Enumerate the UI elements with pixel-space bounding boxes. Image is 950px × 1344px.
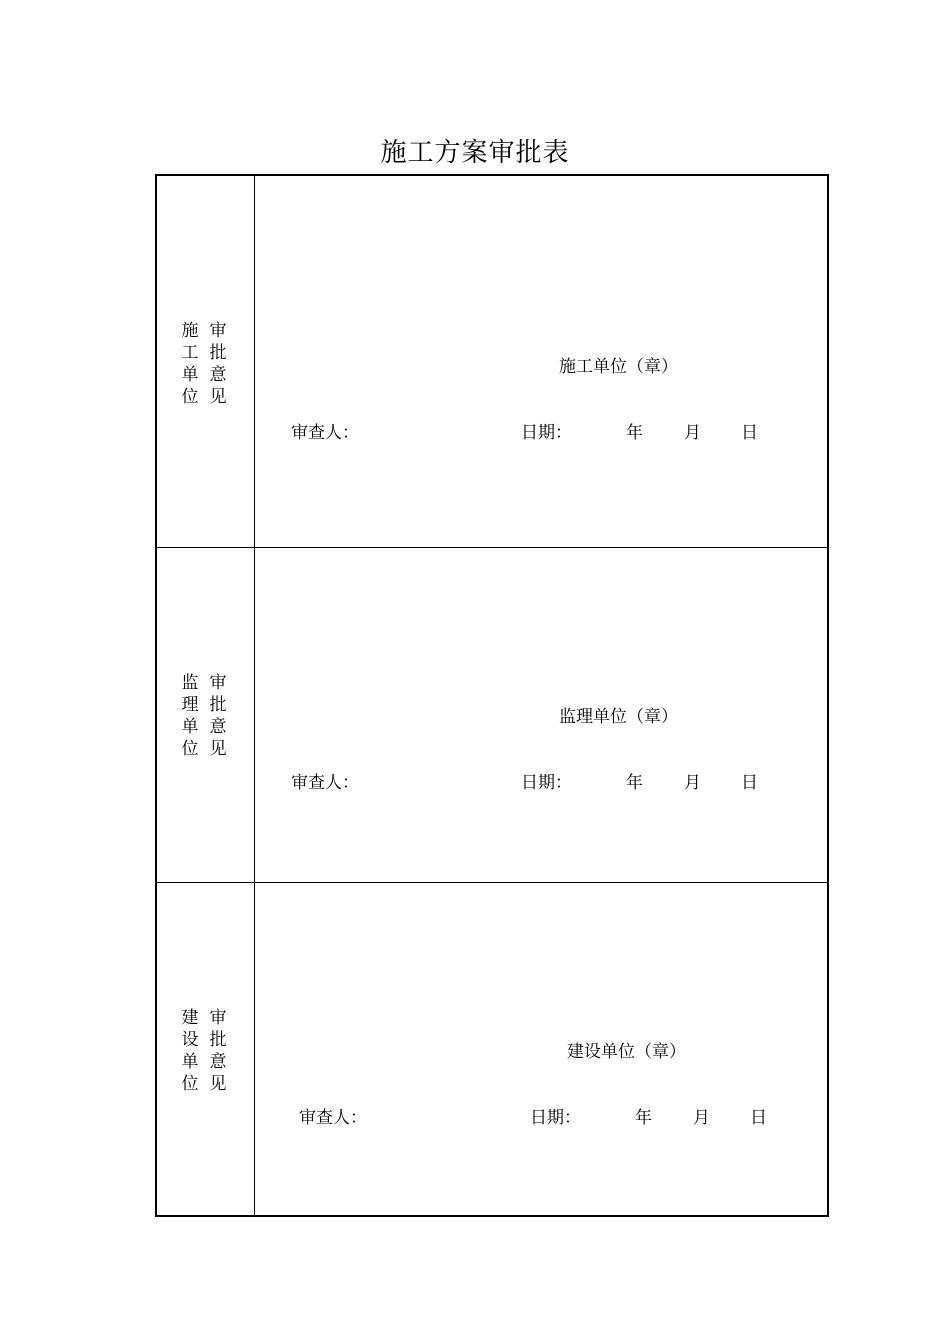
approval-form-table — [155, 174, 829, 1217]
day-label: 日 — [741, 423, 758, 443]
owner-unit-seal-label: 建设单位（章） — [567, 1042, 686, 1062]
date-label: 日期： — [530, 1108, 581, 1128]
label-char: 设 — [181, 1030, 199, 1050]
label-char: 意 — [209, 717, 227, 737]
month-label: 月 — [684, 773, 701, 793]
day-label: 日 — [750, 1108, 767, 1128]
construction-unit-seal-label: 施工单位（章） — [559, 357, 678, 377]
label-char: 见 — [209, 1074, 227, 1094]
label-char: 工 — [181, 343, 199, 363]
label-char: 单 — [181, 365, 199, 385]
date-label: 日期： — [521, 773, 572, 793]
label-char: 单 — [181, 717, 199, 737]
construction-unit-section — [157, 176, 827, 547]
label-char: 见 — [209, 739, 227, 759]
construction-unit-opinion-label — [181, 320, 227, 408]
day-label: 日 — [741, 773, 758, 793]
label-char: 理 — [181, 695, 199, 715]
label-char: 审 — [209, 673, 227, 693]
supervision-unit-seal-label: 监理单位（章） — [559, 707, 678, 727]
year-label: 年 — [626, 773, 643, 793]
label-char: 位 — [181, 387, 199, 407]
reviewer-label: 审查人： — [291, 423, 359, 443]
label-char: 审 — [209, 321, 227, 341]
construction-sign-row — [157, 418, 827, 442]
label-char: 位 — [181, 1074, 199, 1094]
label-char: 批 — [209, 1030, 227, 1050]
year-label: 年 — [635, 1108, 652, 1128]
page-title: 施工方案审批表 — [380, 138, 570, 168]
owner-sign-row — [157, 1103, 827, 1127]
label-char: 建 — [181, 1008, 199, 1028]
label-char: 意 — [209, 365, 227, 385]
label-char: 审 — [209, 1008, 227, 1028]
label-char: 意 — [209, 1052, 227, 1072]
label-char: 批 — [209, 695, 227, 715]
supervision-unit-opinion-label — [181, 672, 227, 760]
reviewer-label: 审查人： — [299, 1108, 367, 1128]
reviewer-label: 审查人： — [291, 773, 359, 793]
owner-unit-section — [157, 882, 827, 1217]
month-label: 月 — [693, 1108, 710, 1128]
supervision-sign-row — [157, 768, 827, 792]
supervision-unit-section — [157, 547, 827, 882]
month-label: 月 — [684, 423, 701, 443]
owner-unit-opinion-label — [181, 1007, 227, 1095]
year-label: 年 — [626, 423, 643, 443]
date-label: 日期： — [521, 423, 572, 443]
label-char: 见 — [209, 387, 227, 407]
label-char: 监 — [181, 673, 199, 693]
label-char: 施 — [181, 321, 199, 341]
label-char: 单 — [181, 1052, 199, 1072]
label-char: 批 — [209, 343, 227, 363]
label-char: 位 — [181, 739, 199, 759]
column-divider — [254, 176, 255, 1215]
